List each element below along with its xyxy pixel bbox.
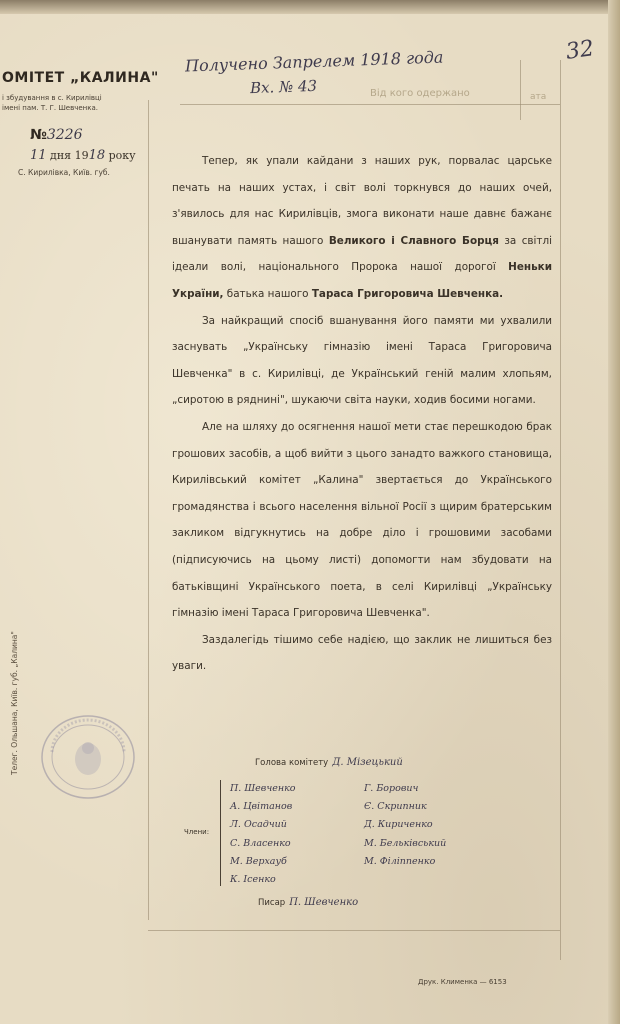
- committee-seal-icon: [38, 712, 138, 802]
- member-name: Є. Скрипник: [364, 801, 427, 813]
- faint-header: Від кого одержано: [370, 88, 470, 99]
- handwritten-incoming-number: Вх. № 43: [249, 76, 318, 98]
- date-line: [30, 148, 136, 163]
- date-year: 18: [88, 148, 106, 163]
- secretary-name: П. Шевченко: [289, 897, 359, 908]
- member-name: П. Шевченко: [230, 783, 296, 794]
- registration-number-value: 3226: [46, 127, 83, 143]
- chair-name: Д. Мізецький: [332, 757, 403, 768]
- paragraph-4: Заздалегідь тішимо себе надією, що заклик не лишиться без уваги.: [172, 633, 552, 673]
- registration-number: [30, 127, 82, 143]
- member-name: К. Ісенко: [230, 874, 276, 885]
- paragraph-1: [172, 148, 552, 308]
- paragraph-3: Але на шляху до осягнення нашої мети стає перешкодою брак грошових засобів, а щоб вийти з цього занадто важкого становища, Кирилівський комітет „Калина" звертається до Українського громадянства і всього населення вільної Росії з щирим братерським закликом відгукнутись на добре діло і грошовими засобами (підписуючись на цьому листі) допомогти нам збудовати на батьківщині Українського поета, в селі Кирилівці „Українську гімназію імені Тараса Григоровича Шевченка".: [172, 420, 552, 620]
- printer-imprint: Друк. Клименка — 6153: [418, 978, 507, 986]
- secretary-label: Писар: [258, 898, 286, 908]
- secretary-signature: [258, 897, 358, 908]
- frame-line-left: [148, 100, 149, 920]
- paragraph-1-text-c: за світлі ідеали волі, національного Пророка нашої дорогої: [172, 234, 552, 274]
- member-name: А. Цвітанов: [230, 801, 293, 813]
- organization-name: ОМІТЕТ „КАЛИНА": [2, 70, 159, 86]
- chair-signature: [255, 757, 403, 768]
- date-day: 11: [30, 148, 47, 163]
- letter-body: [172, 148, 552, 680]
- member-name: С. Власенко: [230, 837, 291, 849]
- organization-subtitle-1: і збудування в с. Кирилівці: [2, 94, 102, 102]
- registration-number-label: №: [30, 127, 47, 143]
- paragraph-1-text-d: батька нашого: [223, 287, 312, 300]
- member-name: М. Філіппенко: [364, 855, 436, 867]
- frame-line-header: [520, 60, 521, 120]
- organization-subtitle-2: імені пам. Т. Г. Шевченка.: [2, 104, 99, 112]
- member-name: Д. Кириченко: [364, 819, 433, 831]
- handwritten-received-note: Получено Запрелем 1918 года: [184, 47, 444, 76]
- telegraph-address: Телег. Ольшана, Київ. губ. „Калина": [10, 631, 19, 775]
- paragraph-1-bold-2: Неньки України,: [172, 261, 552, 300]
- paper-right-edge: [608, 0, 620, 1024]
- handwritten-page-number: 32: [564, 36, 596, 65]
- faint-header-2: ата: [530, 92, 547, 102]
- paper-top-edge: [0, 0, 620, 14]
- place-line: С. Кирилівка, Київ. губ.: [18, 168, 110, 177]
- members-brace: [220, 780, 225, 886]
- frame-line-bottom: [148, 930, 560, 931]
- date-word: дня 19: [50, 149, 89, 162]
- member-name: Л. Осадчий: [230, 819, 287, 831]
- frame-line-right: [560, 60, 561, 960]
- member-name: М. Бельківський: [364, 837, 447, 849]
- frame-line-top: [180, 104, 560, 105]
- members-label: Члени:: [184, 828, 210, 836]
- member-name: М. Верхауб: [230, 855, 287, 867]
- paragraph-1-text-a: Тепер, як упали кайдани з наших рук, порвалас царське печать на наших устах, і світ волі торкнувся до наших очей, з'явилось для нас Кирилівців, змога виконати наше давнє бажанє вшанувати память нашого: [172, 155, 552, 247]
- member-name: Г. Борович: [364, 783, 419, 794]
- paragraph-1-bold-3: Тараса Григоровича Шевченка.: [311, 287, 504, 300]
- date-suffix: року: [108, 149, 136, 162]
- paragraph-1-bold-1: Великого і Славного Борця: [328, 234, 499, 247]
- chair-label: Голова комітету: [255, 758, 329, 768]
- paragraph-2: За найкращий спосіб вшанування його памяти ми ухвалили заснувать „Українську гімназію імені Тараса Григоровича Шевченка" в с. Кирилівці, де Український геній малим хлопьям, „сиротою в ряднині", шукаючи світа науки, ходив босими ногами.: [172, 314, 552, 407]
